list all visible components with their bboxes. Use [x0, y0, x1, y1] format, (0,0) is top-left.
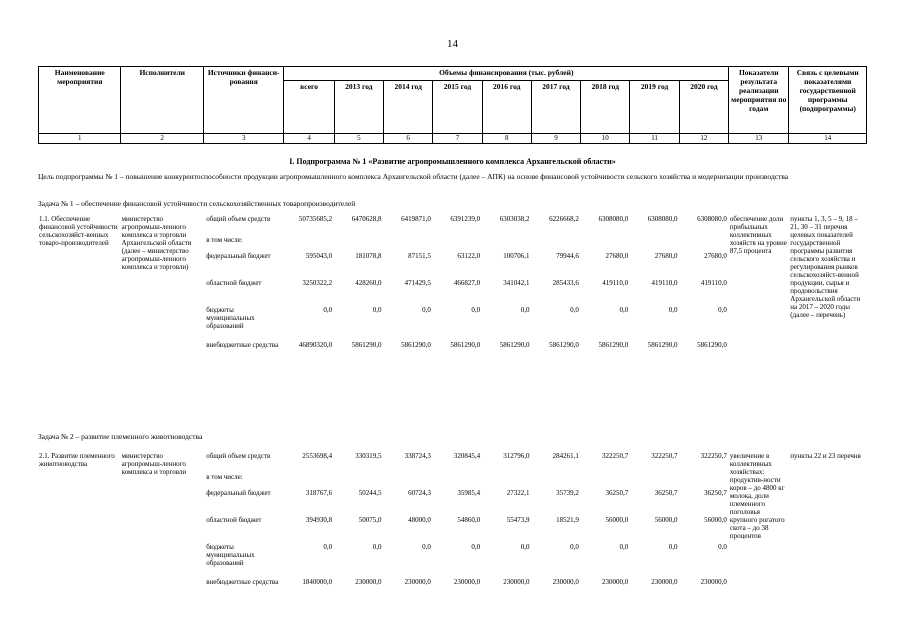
- header-col-name: Наименование мероприятия: [39, 67, 121, 134]
- funding-value: [284, 471, 334, 487]
- funding-value: 0,0: [422, 306, 431, 314]
- funding-value: 0,0: [471, 306, 481, 314]
- funding-value: 56000,0: [605, 516, 629, 524]
- funding-value: [334, 471, 383, 487]
- funding-value: 5861290,0: [450, 341, 481, 349]
- funding-value: 181078,8: [355, 252, 382, 260]
- funding-value: 5861290,0: [697, 341, 727, 349]
- funding-value: 230000,0: [552, 578, 579, 586]
- funding-value: 230000,0: [503, 578, 530, 586]
- measure-executor: министерство агропромыш-ленного комплекса и торговли Архангельской области (далее – министерство агропромыш-ленного комплекса и торговли): [121, 215, 192, 271]
- header-col-2016: 2016 год: [482, 81, 531, 134]
- funding-value: 5861290,0: [401, 341, 431, 349]
- header-col-source: Источники финанси-рования: [203, 67, 283, 134]
- funding-value: 341042,1: [503, 279, 530, 287]
- funding-value: 60724,3: [408, 489, 431, 497]
- funding-value: 0,0: [619, 543, 629, 551]
- funding-value: 2553698,4: [302, 452, 333, 460]
- funding-value: [581, 234, 630, 250]
- funding-value: 330319,5: [355, 452, 382, 460]
- funding-value: 35985,4: [457, 489, 481, 497]
- funding-value: 50735685,2: [298, 215, 333, 223]
- measure-name: 2.1. Развитие племенного животноводства: [39, 452, 115, 468]
- task-1-title: Задача № 1 – обеспечение финансовой устойчивости сельскохозяйственных товаропроизводителей: [38, 199, 356, 208]
- header-col-2019: 2019 год: [630, 81, 679, 134]
- funding-value: 320845,4: [453, 452, 481, 460]
- funding-source: внебюджетные средства: [206, 578, 279, 586]
- table-row: [38, 213, 867, 234]
- measure-1-table: [38, 213, 867, 369]
- header-col-2020: 2020 год: [679, 81, 728, 134]
- funding-value: [383, 471, 432, 487]
- column-number: 9: [531, 134, 580, 144]
- measure-result: увеличение в коллективных хозяйствах: продуктив-ности коров – до 4800 кг молока, доли племенного поголовья крупного рогатого скота – до 38 процентов: [729, 452, 785, 540]
- funding-value: 35739,2: [556, 489, 579, 497]
- funding-value: 230000,0: [601, 578, 629, 586]
- funding-value: 394930,8: [305, 516, 333, 524]
- measure-indicator-link: пункты 1, 3, 5 – 9, 18 – 21, 30 – 31 перечня целевых показателей государственной программы развития сельского хозяйства и регулирования рынков сельскохозяйст-венной продукции, сырья и продовольствия Архангельской области на 2017 – 2020 годы (далее – перечень): [790, 215, 861, 319]
- funding-source: общий объем средств: [206, 452, 271, 460]
- funding-value: 18521,9: [556, 516, 579, 524]
- funding-value: 0,0: [668, 306, 678, 314]
- task-2-title: Задача № 2 – развитие племенного животноводства: [38, 432, 203, 441]
- goal-text: Цель подпрограммы № 1 – повышение конкурентоспособности продукции агропромышленного комплекса Архангельской области (далее – АПК) на основе финансовой устойчивости сельского хозяйства и модернизации производства: [38, 172, 789, 181]
- column-number: 5: [334, 134, 383, 144]
- funding-value: 322250,7: [700, 452, 727, 460]
- funding-value: 6303038,2: [499, 215, 530, 223]
- funding-source: федеральный бюджет: [206, 252, 271, 260]
- funding-value: 56000,0: [654, 516, 678, 524]
- header-col-2014: 2014 год: [384, 81, 433, 134]
- funding-value: [482, 471, 531, 487]
- header-col-2017: 2017 год: [531, 81, 580, 134]
- funding-value: 595043,0: [305, 252, 333, 260]
- funding-value: 230000,0: [355, 578, 382, 586]
- funding-source: областной бюджет: [206, 516, 262, 524]
- funding-value: 27680,0: [704, 252, 727, 260]
- column-number: 7: [433, 134, 482, 144]
- funding-source: внебюджетные средства: [206, 341, 279, 349]
- funding-value: 36250,7: [704, 489, 727, 497]
- funding-value: [581, 471, 630, 487]
- funding-value: 5861290,0: [549, 341, 579, 349]
- funding-value: 3250322,2: [302, 279, 333, 287]
- funding-value: [433, 471, 482, 487]
- funding-source: федеральный бюджет: [206, 489, 271, 497]
- funding-value: 48000,0: [408, 516, 431, 524]
- measure-indicator-link: пункты 22 и 23 перечня: [790, 452, 861, 460]
- funding-value: 1840000,0: [302, 578, 333, 586]
- header-column-numbers: [39, 134, 867, 144]
- column-number: 12: [679, 134, 728, 144]
- measure-result: обеспечение доли прибыльных коллективных хозяйств на уровне 87,5 процента: [729, 215, 787, 255]
- measure-name: 1.1. Обеспечение финансовой устойчивости сельскохозяйст-венных товаро-производителей: [39, 215, 118, 247]
- funding-value: 54860,0: [457, 516, 481, 524]
- funding-value: 471429,5: [404, 279, 431, 287]
- funding-value: 6470628,8: [351, 215, 382, 223]
- column-number: 14: [789, 134, 867, 144]
- funding-value: 0,0: [323, 306, 333, 314]
- funding-value: 0,0: [372, 306, 382, 314]
- measure-2-table: [38, 450, 867, 606]
- funding-value: 87151,5: [408, 252, 431, 260]
- funding-value: [334, 234, 383, 250]
- funding-value: 230000,0: [404, 578, 431, 586]
- funding-value: [482, 234, 531, 250]
- funding-value: 36250,7: [605, 489, 629, 497]
- funding-value: 100706,1: [503, 252, 530, 260]
- funding-value: 0,0: [668, 543, 678, 551]
- column-number: 3: [203, 134, 283, 144]
- funding-value: 50244,5: [358, 489, 382, 497]
- funding-value: 322250,7: [651, 452, 678, 460]
- funding-value: 6308080,0: [598, 215, 629, 223]
- funding-value: [532, 471, 581, 487]
- funding-value: 0,0: [520, 543, 530, 551]
- column-number: 10: [581, 134, 630, 144]
- funding-value: [680, 471, 729, 487]
- column-number: 2: [121, 134, 203, 144]
- funding-value: 318767,6: [305, 489, 333, 497]
- funding-value: [383, 234, 432, 250]
- funding-value: [630, 234, 679, 250]
- funding-value: [284, 234, 334, 250]
- funding-value: 338724,3: [404, 452, 431, 460]
- funding-source: бюджеты муниципальных образований: [206, 543, 255, 567]
- funding-source: областной бюджет: [206, 279, 262, 287]
- funding-value: 0,0: [520, 306, 530, 314]
- funding-value: 56000,0: [704, 516, 727, 524]
- funding-value: 6308080,0: [647, 215, 678, 223]
- column-number: 8: [482, 134, 531, 144]
- header-table: [38, 66, 867, 144]
- funding-value: 27680,0: [605, 252, 629, 260]
- funding-value: 6391239,0: [450, 215, 481, 223]
- funding-value: 0,0: [570, 306, 579, 314]
- funding-source: в том числе:: [206, 473, 243, 481]
- funding-source: в том числе:: [206, 236, 243, 244]
- funding-value: [630, 471, 679, 487]
- funding-value: 5861290,0: [351, 341, 382, 349]
- funding-value: 466827,0: [453, 279, 481, 287]
- table-row: [38, 450, 867, 471]
- header-col-2018: 2018 год: [581, 81, 630, 134]
- funding-value: 230000,0: [700, 578, 727, 586]
- column-number: 6: [384, 134, 433, 144]
- funding-value: 0,0: [372, 543, 382, 551]
- header-col-2015: 2015 год: [433, 81, 482, 134]
- funding-value: 312796,0: [503, 452, 530, 460]
- funding-value: 0,0: [570, 543, 579, 551]
- funding-value: 27680,0: [654, 252, 678, 260]
- funding-value: 0,0: [471, 543, 481, 551]
- funding-value: 284261,1: [552, 452, 579, 460]
- column-number: 11: [630, 134, 679, 144]
- funding-value: [433, 234, 482, 250]
- section-title: I. Подпрограмма № 1 «Развитие агропромышленного комплекса Архангельской области»: [289, 157, 616, 166]
- funding-value: 419110,0: [700, 279, 727, 287]
- header-col-executor: Исполнители: [121, 67, 203, 134]
- funding-source: общий объем средств: [206, 215, 271, 223]
- funding-value: 0,0: [619, 306, 629, 314]
- funding-value: 36250,7: [654, 489, 678, 497]
- funding-value: 79944,6: [556, 252, 579, 260]
- funding-value: [680, 234, 729, 250]
- funding-value: 27322,1: [506, 489, 530, 497]
- column-number: 13: [729, 134, 789, 144]
- funding-value: 5861290,0: [647, 341, 678, 349]
- header-col-result: Показатели результата реализации мероприятия по годам: [729, 67, 789, 134]
- funding-value: 6226668,2: [549, 215, 579, 223]
- funding-value: 322250,7: [601, 452, 629, 460]
- funding-value: 230000,0: [453, 578, 481, 586]
- funding-value: 55473,9: [506, 516, 530, 524]
- funding-value: 0,0: [422, 543, 431, 551]
- column-number: 1: [39, 134, 121, 144]
- header-col-2013: 2013 год: [334, 81, 383, 134]
- funding-value: 428260,0: [355, 279, 382, 287]
- header-col-total: всего: [284, 81, 334, 134]
- funding-source: бюджеты муниципальных образований: [206, 306, 255, 330]
- funding-value: 5861290,0: [598, 341, 629, 349]
- funding-value: 230000,0: [651, 578, 678, 586]
- column-number: 4: [284, 134, 334, 144]
- funding-value: 419110,0: [651, 279, 678, 287]
- funding-value: 5861290,0: [499, 341, 530, 349]
- funding-value: [532, 234, 581, 250]
- header-financing-group: Объемы финансирования (тыс. рублей): [284, 67, 729, 81]
- funding-value: 419110,0: [602, 279, 629, 287]
- funding-value: 0,0: [323, 543, 333, 551]
- funding-value: 0,0: [718, 306, 727, 314]
- measure-executor: министерство агропромыш-ленного комплекса и торговли: [121, 452, 187, 476]
- header-col-link: Связь с целевыми показателями государственной программы (подпрограммы): [789, 67, 867, 134]
- funding-value: 0,0: [718, 543, 727, 551]
- page-number: 14: [447, 38, 458, 50]
- funding-value: 285433,6: [552, 279, 579, 287]
- funding-value: 50075,0: [358, 516, 382, 524]
- funding-value: 63122,0: [457, 252, 481, 260]
- funding-value: 6308080,0: [697, 215, 727, 223]
- funding-value: 6419871,0: [401, 215, 431, 223]
- funding-value: 46890320,0: [298, 341, 333, 349]
